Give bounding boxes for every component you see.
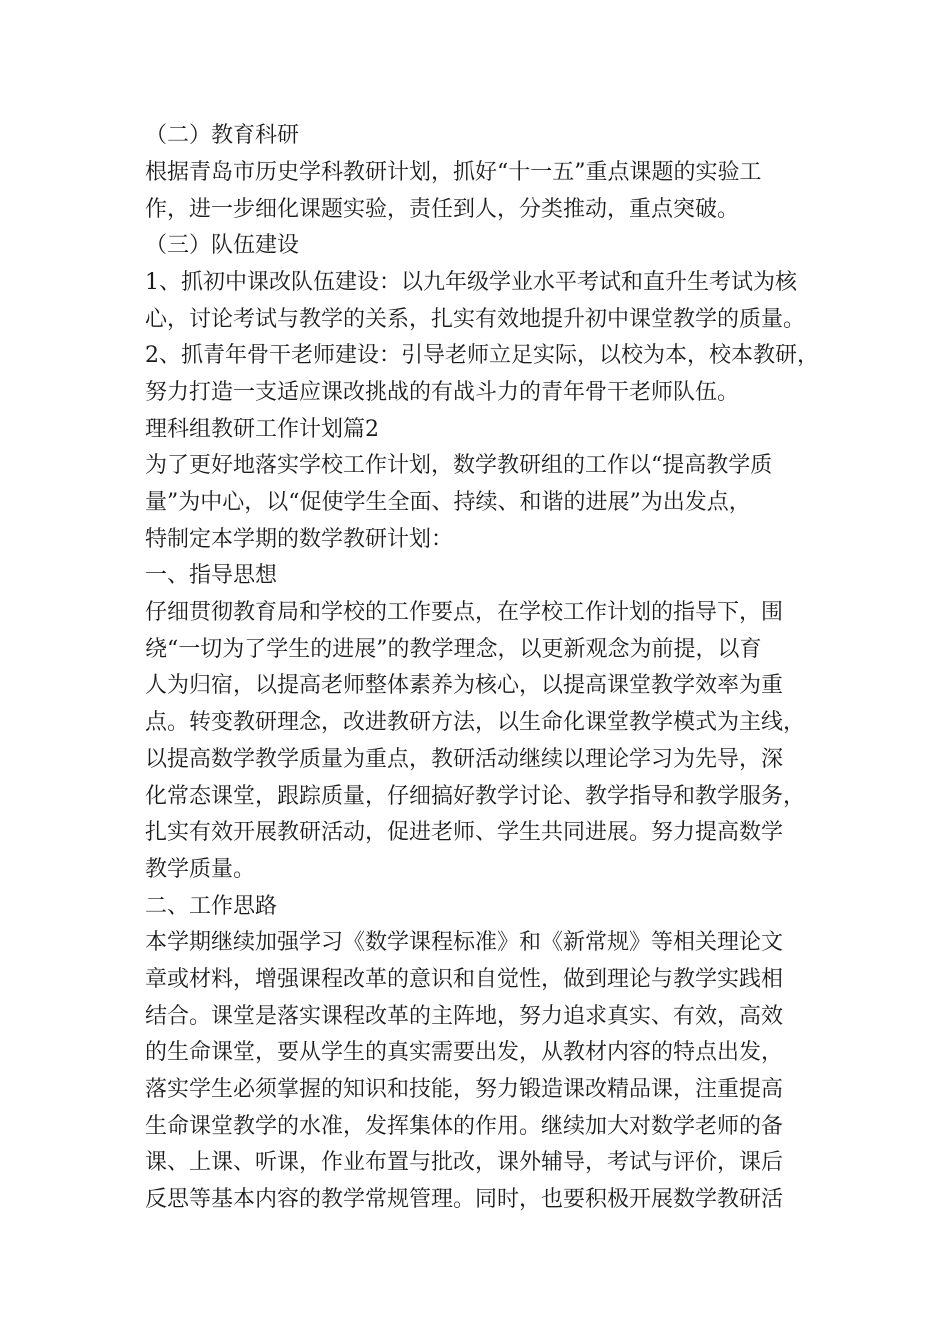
text-line: 教学质量。: [145, 857, 256, 882]
text-line: 本学期继续加强学习《数学课程标准》和《新常规》等相关理论文: [145, 930, 784, 955]
text-line: 扎实有效开展教研活动，促进老师、学生共同进展。努力提高数学: [145, 820, 784, 845]
text-line: 特制定本学期的数学教研计划：: [145, 527, 454, 552]
text-line: （二）教育科研: [145, 123, 300, 148]
text-line: 1、抓初中课改队伍建设：以九年级学业水平考试和直升生考试为核: [145, 270, 797, 295]
text-line: 心，讨论考试与教学的关系，扎实有效地提升初中课堂教学的质量。: [145, 307, 806, 332]
text-line: 根据青岛市历史学科教研计划，抓好“十一五”重点课题的实验工: [145, 160, 762, 185]
text-line: 章或材料，增强课程改革的意识和自觉性，做到理论与教学实践相: [145, 967, 784, 992]
text-line: 绕“一切为了学生的进展”的教学理念，以更新观念为前提，以育: [145, 637, 762, 662]
text-line: 反思等基本内容的教学常规管理。同时，也要积极开展数学教研活: [145, 1187, 784, 1212]
text-line: 结合。课堂是落实课程改革的主阵地，努力追求真实、有效，高效: [145, 1004, 784, 1029]
text-line: 课、上课、听课，作业布置与批改，课外辅导，考试与评价，课后: [145, 1150, 784, 1175]
text-line: 量”为中心，以“促使学生全面、持续、和谐的进展”为出发点，: [145, 490, 751, 515]
text-line: 落实学生必须掌握的知识和技能，努力锻造课改精品课，注重提高: [145, 1077, 784, 1102]
text-line: 人为归宿，以提高老师整体素养为核心，以提高课堂教学效率为重: [145, 673, 784, 698]
text-line: 生命课堂教学的水准，发挥集体的作用。继续加大对数学老师的备: [145, 1114, 784, 1139]
text-line: 作，进一步细化课题实验，责任到人，分类推动，重点突破。: [145, 197, 740, 222]
text-line: 以提高数学教学质量为重点，教研活动继续以理论学习为先导，深: [145, 747, 784, 772]
text-line: （三）队伍建设: [145, 233, 300, 258]
text-line: 努力打造一支适应课改挑战的有战斗力的青年骨干老师队伍。: [145, 380, 740, 405]
section-heading: 理科组教研工作计划篇2: [145, 417, 379, 442]
text-line: 仔细贯彻教育局和学校的工作要点，在学校工作计划的指导下，围: [145, 600, 784, 625]
text-line: 的生命课堂，要从学生的真实需要出发，从教材内容的特点出发，: [145, 1040, 784, 1065]
text-line: 为了更好地落实学校工作计划，数学教研组的工作以“提高教学质: [145, 453, 773, 478]
text-line: 化常态课堂，跟踪质量，仔细搞好教学讨论、教学指导和教学服务，: [145, 784, 806, 809]
text-line: 二、工作思路: [145, 894, 278, 919]
text-line: 一、指导思想: [145, 563, 278, 588]
text-line: 2、抓青年骨干老师建设：引导老师立足实际，以校为本，校本教研，: [145, 343, 819, 368]
text-line: 点。转变教研理念，改进教研方法，以生命化课堂教学模式为主线，: [145, 710, 806, 735]
